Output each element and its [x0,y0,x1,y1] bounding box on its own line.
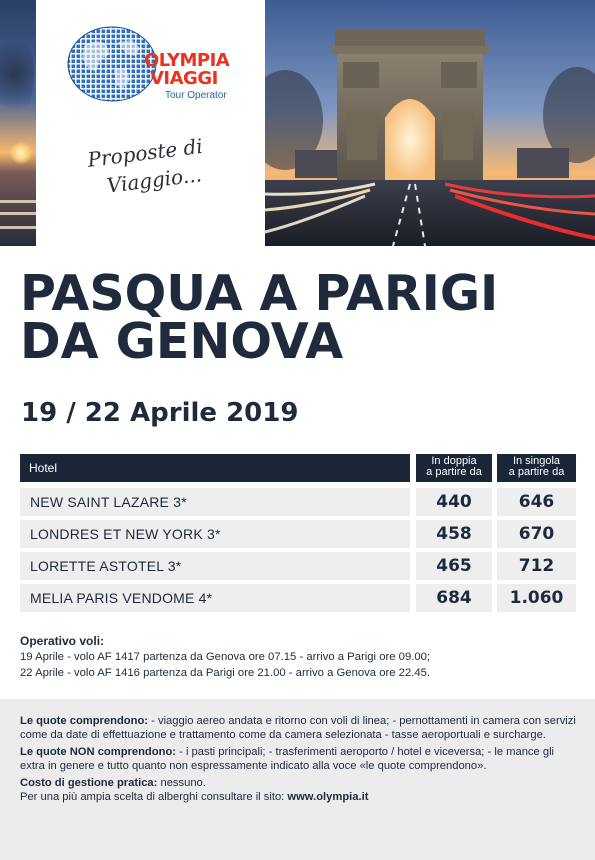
included-text: - viaggio aereo andata e ritorno con voli di linea; - pernottamenti in camera con servizi come da date di effettuazione e trattamento come da camera selezionata - tasse aeroportuali e surcharge. [20,715,576,741]
left-street-photo [0,0,36,246]
price-table-header [20,454,576,482]
table-row [20,584,576,612]
double-price: 458 [416,520,492,548]
hotel-name: NEW SAINT LAZARE 3* [20,488,410,516]
brand-name-line1: OLYMPIA [144,50,230,71]
price-table [20,454,576,612]
page-title [20,265,580,370]
page-title-line2: DA GENOVA [20,313,344,370]
light-streak [0,200,36,203]
flight-return: 22 Aprile - volo AF 1416 partenza da Parigi ore 21.00 - arrivo a Genova ore 22.45. [20,667,431,679]
tree-silhouette [0,30,34,120]
brand-name-line2: VIAGGI [150,68,218,89]
light-streak [0,226,36,229]
travel-dates: 19 / 22 Aprile 2019 [21,398,299,428]
flight-schedule-heading: Operativo voli: [20,634,105,648]
terms-box [0,699,595,860]
logo-panel [36,0,265,246]
tagline-line2: Viaggio... [105,162,203,198]
brand-subtitle: Tour Operator [165,90,227,101]
flight-outbound: 19 Aprile - volo AF 1417 partenza da Genova ore 07.15 - arrivo a Parigi ore 09.00; [20,651,431,663]
fee-paragraph [20,776,576,790]
fee-text: nessuno. [157,777,206,789]
street-lamp-glow [10,142,32,164]
page-title-line1: PASQUA A PARIGI [20,265,499,322]
table-row [20,488,576,516]
double-price: 440 [416,488,492,516]
website-link[interactable]: www.olympia.it [287,791,369,803]
header-single-price [497,454,576,482]
hotel-name: MELIA PARIS VENDOME 4* [20,584,410,612]
double-price: 684 [416,584,492,612]
table-row [20,520,576,548]
terms-content [20,714,576,807]
flight-schedule [20,633,580,681]
fee-label: Costo di gestione pratica: [20,777,158,789]
header-double-price [416,454,492,482]
single-price: 1.060 [497,584,576,612]
included-label: Le quote comprendono: [20,715,149,727]
price-table-body [20,488,576,612]
table-row [20,552,576,580]
excluded-label: Le quote NON comprendono: [20,746,176,758]
excluded-text: - i pasti principali; - trasferimenti aeroporto / hotel e viceversa; - le mance gli extra in genere e tutto quanto non espressamente indicato alla voce «le quote comprendono». [20,746,555,772]
header-single-line1: In singola [512,455,561,467]
brand-name [144,52,229,88]
single-price: 646 [497,488,576,516]
tagline-line1: Proposte di [86,133,204,172]
single-price: 670 [497,520,576,548]
header-single-line2: a partire da [508,466,565,478]
more-hotels-text: Per una più ampia scelta di alberghi consultare il sito: [20,791,288,803]
arc-de-triomphe-photo [265,0,595,246]
single-price: 712 [497,552,576,580]
hotel-name: LORETTE ASTOTEL 3* [20,552,410,580]
excluded-paragraph [20,745,576,773]
light-streak [0,212,36,215]
more-hotels-paragraph [20,790,576,804]
header-hotel: Hotel [20,454,410,482]
header-double-line1: In doppia [431,455,477,467]
hotel-name: LONDRES ET NEW YORK 3* [20,520,410,548]
double-price: 465 [416,552,492,580]
header-banner [0,0,595,246]
tagline [86,132,208,202]
included-paragraph [20,714,576,742]
header-double-line2: a partire da [426,466,482,478]
